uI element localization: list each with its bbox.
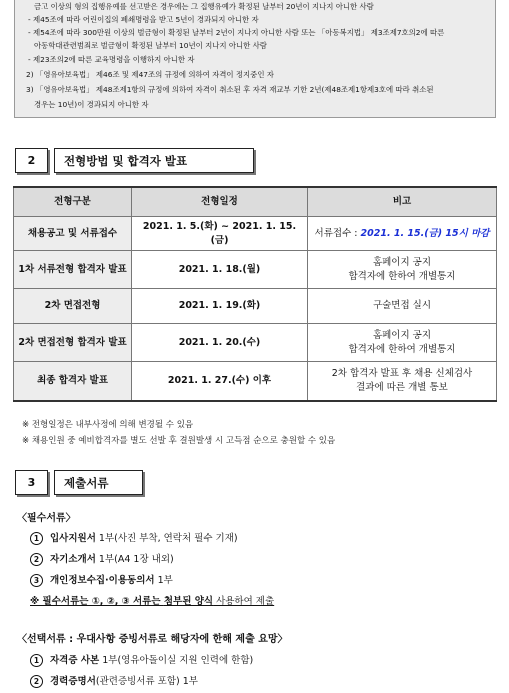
section-3-header — [15, 470, 143, 495]
doc-name: 개인정보수집·이용동의서 — [50, 575, 155, 586]
item-number: 1 — [30, 654, 43, 667]
doc-name: 자격증 사본 — [50, 655, 100, 666]
table-header-row — [14, 187, 497, 217]
date-cell: 2021. 1. 27.(수) 이후 — [132, 362, 308, 401]
item-number: 2 — [30, 675, 43, 688]
date-cell: 2021. 1. 19.(화) — [132, 289, 308, 324]
schedule-table — [13, 186, 497, 402]
note-cell: 구술면접 실시 — [308, 289, 497, 324]
date-cell: 2021. 1. 20.(수) — [132, 324, 308, 362]
doc-detail: 1부(A4 1장 내외) — [95, 554, 174, 565]
footnote-text: ※ 필수서류는 ①, ②, ③ 서류는 — [30, 596, 164, 607]
doc-detail: 1부(사진 부착, 연락처 필수 기재) — [95, 533, 238, 544]
section-number: 3 — [15, 470, 48, 495]
date-cell: 2021. 1. 18.(월) — [132, 251, 308, 289]
note-line: 금고 이상의 형의 집행유예를 선고받은 경우에는 그 집행유예가 확정된 날부터 20년이 지나지 아니한 사람 — [34, 2, 374, 11]
note-line: 아동학대관련범죄로 벌금형이 확정된 날부터 10년이 지나지 아니한 사람 — [34, 41, 267, 50]
section-title: 제출서류 — [54, 470, 143, 495]
stage-cell: 2차 면접전형 합격자 발표 — [14, 324, 132, 362]
list-item — [30, 652, 253, 667]
required-docs-heading: 〈필수서류〉 — [17, 513, 76, 524]
note-line: - 제45조에 따라 어린이집의 폐쇄명령을 받고 5년이 경과되지 아니한 자 — [28, 15, 259, 24]
stage-cell: 채용공고 및 서류접수 — [14, 217, 132, 251]
note-cell — [308, 217, 497, 251]
doc-name: 입사지원서 — [50, 533, 96, 544]
column-header: 비고 — [308, 187, 497, 217]
note-line: 3) 「영유아보육법」 제48조제1항의 규정에 의하여 자격이 취소된 후 자격 재교부 기한 2년(제48조제1항제3호에 따라 취소된 — [26, 85, 434, 94]
section-number: 2 — [15, 148, 48, 173]
doc-detail: (관련증빙서류 포함) 1부 — [95, 676, 198, 687]
table-row — [14, 362, 497, 401]
note-cell: 홈페이지 공지 합격자에 한하여 개별통지 — [308, 324, 497, 362]
note-line: 경우는 10년)이 경과되지 아니한 자 — [34, 100, 149, 109]
date-cell: 2021. 1. 5.(화) ~ 2021. 1. 15.(금) — [132, 217, 308, 251]
table-row — [14, 251, 497, 289]
note-prefix: 서류접수 : — [314, 227, 361, 239]
required-docs-footnote — [30, 593, 274, 607]
stage-cell: 1차 서류전형 합격자 발표 — [14, 251, 132, 289]
doc-name: 경력증명서 — [50, 676, 96, 687]
table-row — [14, 217, 497, 251]
section-2-header — [15, 148, 254, 173]
column-header: 전형일정 — [132, 187, 308, 217]
stage-cell: 최종 합격자 발표 — [14, 362, 132, 401]
item-number: 1 — [30, 532, 43, 545]
table-row — [14, 289, 497, 324]
list-item — [30, 530, 238, 545]
note-line: - 제54조에 따라 300만원 이상의 벌금형이 확정된 날부터 2년이 지나지 아니한 사람 또는 「아동복지법」 제3조제7호의2에 따른 — [28, 28, 445, 37]
list-item — [30, 673, 198, 688]
optional-docs-heading: 〈선택서류 : 우대사항 증빙서류로 해당자에 한해 제출 요망〉 — [17, 634, 288, 645]
attached-form-emphasis: 첨부된 양식 — [163, 596, 214, 607]
note-line: - 제23조의2에 따른 교육명령을 이행하지 아니한 자 — [28, 55, 195, 64]
list-item — [30, 572, 173, 587]
stage-cell: 2차 면접전형 — [14, 289, 132, 324]
schedule-footnote: ※ 전형일정은 내부사정에 의해 변경될 수 있음 — [22, 420, 194, 430]
schedule-footnote: ※ 채용인원 중 예비합격자를 별도 선발 후 결원발생 시 고득점 순으로 충원할 수 있음 — [22, 436, 336, 446]
section-title: 전형방법 및 합격자 발표 — [54, 148, 254, 173]
table-row — [14, 324, 497, 362]
item-number: 3 — [30, 574, 43, 587]
deadline-emphasis: 2021. 1. 15.(금) 15시 마감 — [360, 227, 490, 239]
item-number: 2 — [30, 553, 43, 566]
column-header: 전형구분 — [14, 187, 132, 217]
doc-detail: 1부 — [154, 575, 173, 586]
footnote-text: 사용하여 제출 — [213, 596, 275, 607]
doc-detail: 1부(영유아돌이실 지원 인력에 한함) — [99, 655, 254, 666]
note-line: 2) 「영유아보육법」 제46조 및 제47조의 규정에 의하여 자격이 정지중인 자 — [26, 70, 274, 79]
note-cell: 2차 합격자 발표 후 채용 신체검사 결과에 따른 개별 통보 — [308, 362, 497, 401]
list-item — [30, 551, 174, 566]
doc-name: 자기소개서 — [50, 554, 96, 565]
note-cell: 홈페이지 공지 합격자에 한하여 개별통지 — [308, 251, 497, 289]
